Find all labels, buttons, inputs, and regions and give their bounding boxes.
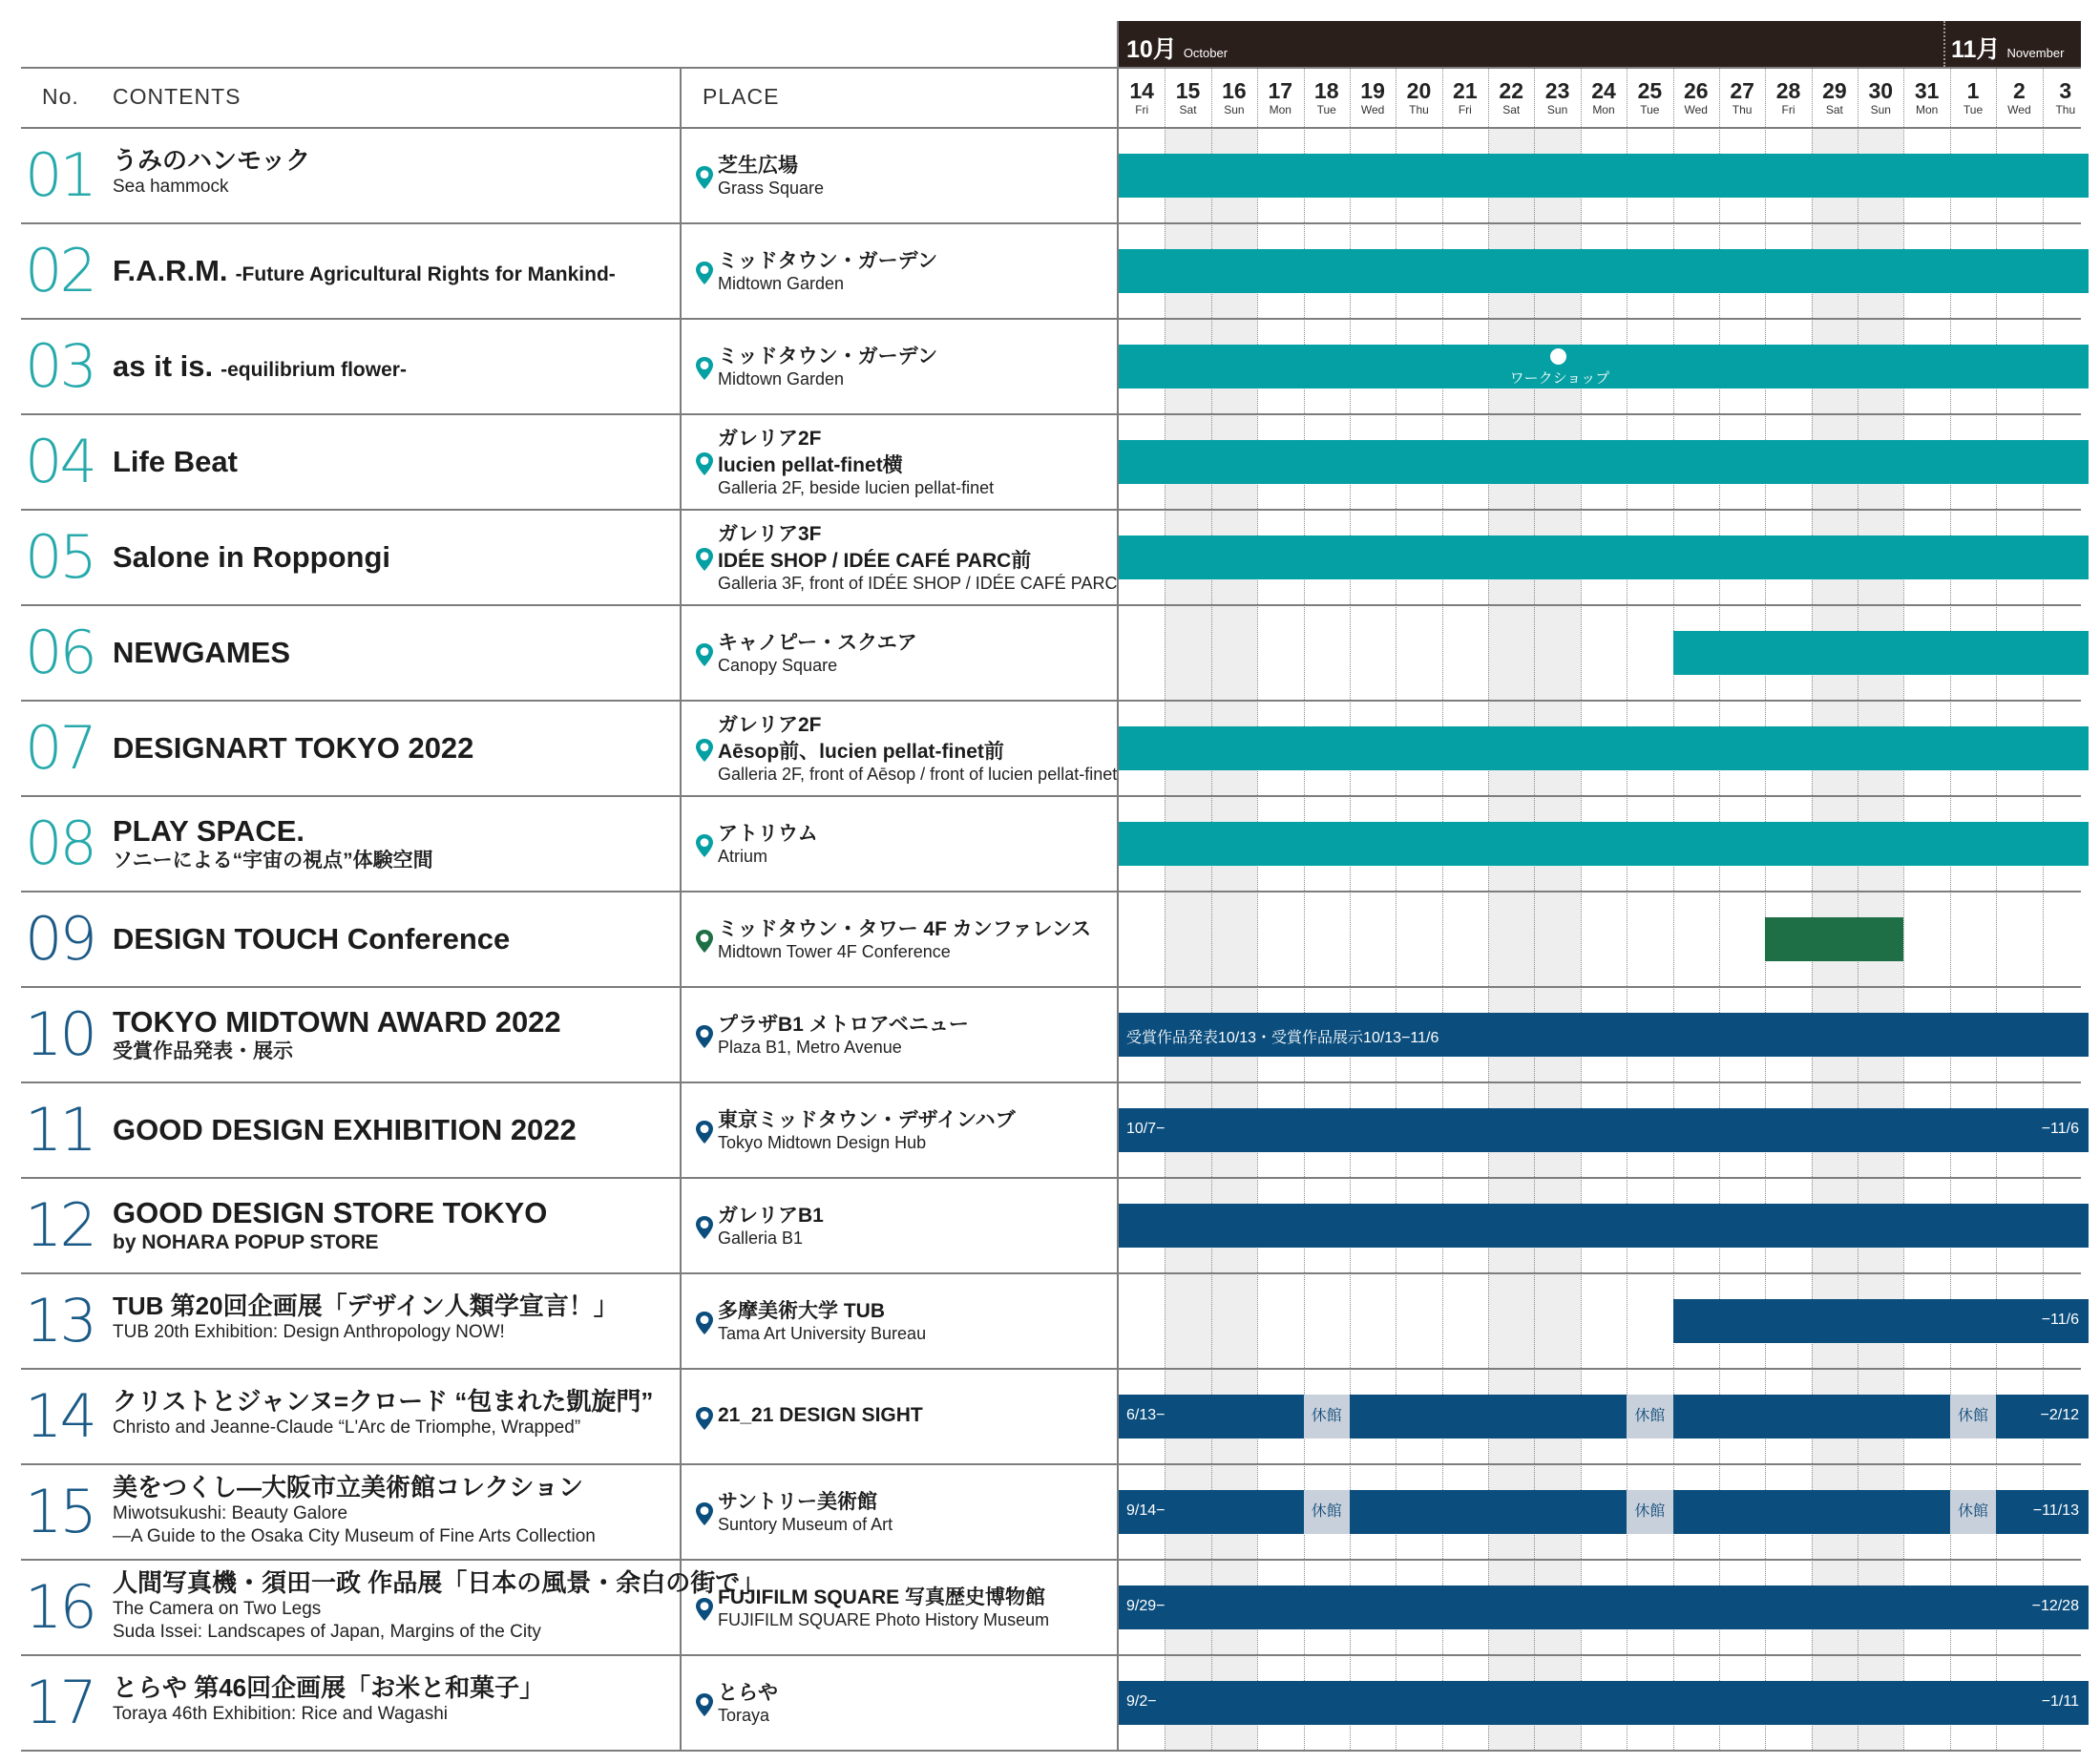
bar-start-label: 9/14− <box>1126 1502 1166 1519</box>
location-pin-icon <box>695 1120 714 1149</box>
event-title <box>113 539 391 574</box>
event-title <box>113 253 616 287</box>
header-bottom-rule <box>21 127 2081 129</box>
place-name: サントリー美術館 <box>718 1491 877 1513</box>
event-title-main: Life Beat <box>113 444 238 478</box>
workshop-dot <box>1550 348 1566 365</box>
event-subtitle: Christo and Jeanne-Claude “L'Arc de Triomphe, Wrapped” <box>113 1418 581 1438</box>
place-name-en: Galleria B1 <box>718 1228 804 1248</box>
place-name-en: Tokyo Midtown Design Hub <box>718 1133 927 1152</box>
event-title <box>113 1389 653 1414</box>
day-weekday: Thu <box>2055 103 2076 116</box>
day-number: 15 <box>1175 78 1201 103</box>
day-number: 25 <box>1637 78 1663 103</box>
event-title <box>113 1198 547 1228</box>
location-pin-icon <box>695 738 714 767</box>
location-pin-icon <box>695 547 714 577</box>
row-divider <box>21 222 2081 224</box>
place-name: 多摩美術大学 TUB <box>718 1300 885 1322</box>
day-weekday: Tue <box>1640 103 1660 116</box>
event-title-subtitle: -equilibrium flower- <box>220 358 407 381</box>
location-pin-icon <box>695 929 714 958</box>
event-title <box>113 1475 583 1500</box>
place-name: lucien pellat-finet横 <box>718 454 903 476</box>
event-title <box>113 148 310 173</box>
day-weekday: Fri <box>1781 103 1796 116</box>
row-divider <box>21 1750 2081 1752</box>
event-title-main: 人間写真機・須田一政 作品展「日本の風景・余白の街で」 <box>113 1568 766 1597</box>
place-name: ミッドタウン・ガーデン <box>718 250 938 272</box>
event-title-main: NEWGAMES <box>113 635 290 669</box>
row-divider <box>21 1463 2081 1465</box>
location-pin-icon <box>695 165 714 195</box>
row-number: 05 <box>25 522 94 592</box>
closed-day-marker: 休館 <box>1627 1490 1672 1534</box>
bar-end-label: −11/6 <box>2041 1121 2079 1137</box>
bar-start-label: 9/2− <box>1126 1693 1157 1710</box>
bar-start-label: 6/13− <box>1126 1407 1166 1423</box>
event-title-main: DESIGN TOUCH Conference <box>113 921 511 956</box>
day-number: 28 <box>1775 78 1801 103</box>
schedule-bar <box>1673 631 2089 675</box>
location-pin-icon <box>695 356 714 386</box>
place-name-en: Tama Art University Bureau <box>718 1324 927 1343</box>
row-number: 03 <box>25 331 94 401</box>
place-name: ガレリアB1 <box>718 1205 824 1227</box>
day-weekday: Wed <box>1360 103 1385 116</box>
header-place-label: PLACE <box>703 84 780 109</box>
place-name: ミッドタウン・タワー 4F カンファレンス <box>718 918 1092 940</box>
schedule-bar <box>1119 536 2089 579</box>
day-weekday: Mon <box>1915 103 1939 116</box>
row-divider <box>21 891 2081 892</box>
row-number: 04 <box>25 427 94 496</box>
month-separator <box>1943 21 1945 67</box>
event-title-subtitle: -Future Agricultural Rights for Mankind- <box>235 262 616 285</box>
day-number: 24 <box>1591 78 1616 103</box>
bar-end-label: −11/6 <box>2041 1312 2079 1328</box>
location-pin-icon <box>695 1311 714 1340</box>
day-number: 19 <box>1360 78 1385 103</box>
event-title <box>113 1112 577 1146</box>
row-number: 01 <box>25 140 94 210</box>
row-number: 02 <box>25 236 94 305</box>
event-title-main: GOOD DESIGN STORE TOKYO <box>113 1196 548 1229</box>
closed-day-marker: 休館 <box>1304 1490 1350 1534</box>
row-divider <box>21 700 2081 702</box>
day-weekday: Sat <box>1179 103 1197 116</box>
day-number: 22 <box>1499 78 1524 103</box>
location-pin-icon <box>695 1597 714 1627</box>
day-number: 3 <box>2059 78 2072 103</box>
bar-end-label: −2/12 <box>2040 1407 2079 1423</box>
place-name: ガレリア3F <box>718 523 822 545</box>
row-number: 10 <box>25 999 94 1069</box>
closed-day-marker: 休館 <box>1950 1490 1996 1534</box>
event-title <box>113 444 238 478</box>
day-weekday: Wed <box>1684 103 1708 116</box>
place-name: FUJIFILM SQUARE 写真歴史博物館 <box>718 1586 1046 1608</box>
row-divider <box>21 1654 2081 1656</box>
place-name: IDÉE SHOP / IDÉE CAFÉ PARC前 <box>718 550 1032 572</box>
event-subtitle: Sea hammock <box>113 177 229 197</box>
day-weekday: Sun <box>1870 103 1891 116</box>
row-divider <box>21 604 2081 606</box>
day-number: 20 <box>1406 78 1432 103</box>
day-number: 23 <box>1544 78 1570 103</box>
row-divider <box>21 318 2081 320</box>
day-weekday: Thu <box>1732 103 1753 116</box>
day-weekday: Mon <box>1269 103 1292 116</box>
location-pin-icon <box>695 642 714 672</box>
event-subtitle: —A Guide to the Osaka City Museum of Fine Arts Collection <box>113 1526 596 1546</box>
header-contents-label: CONTENTS <box>113 84 242 109</box>
day-weekday: Sat <box>1825 103 1843 116</box>
row-number: 16 <box>25 1572 94 1642</box>
month-november-sub: November <box>2006 46 2065 60</box>
event-subtitle: by NOHARA POPUP STORE <box>113 1231 379 1253</box>
place-name-en: Midtown Tower 4F Conference <box>718 942 951 961</box>
place-name-en: Galleria 2F, front of Aēsop / front of lucien pellat-finet <box>718 765 1118 784</box>
event-title <box>113 1675 544 1700</box>
day-number: 30 <box>1868 78 1894 103</box>
day-weekday: Sun <box>1224 103 1245 116</box>
closed-day-marker: 休館 <box>1304 1395 1350 1438</box>
event-title-main: as it is. <box>113 348 214 383</box>
row-divider <box>21 1368 2081 1370</box>
bar-end-label: −12/28 <box>2031 1598 2079 1614</box>
event-title <box>113 1293 619 1318</box>
schedule-bar <box>1119 726 2089 770</box>
schedule-bar <box>1119 154 2089 198</box>
place-name-en: Canopy Square <box>718 656 838 675</box>
row-number: 12 <box>25 1190 94 1260</box>
day-weekday: Wed <box>2007 103 2031 116</box>
row-number: 13 <box>25 1286 94 1355</box>
schedule-bar <box>1119 1586 2089 1629</box>
event-title-main: とらや 第46回企画展「お米と和菓子」 <box>113 1673 545 1702</box>
event-subtitle: Miwotsukushi: Beauty Galore <box>113 1503 348 1523</box>
event-title-main: TOKYO MIDTOWN AWARD 2022 <box>113 1005 561 1039</box>
place-name-en: Plaza B1, Metro Avenue <box>718 1038 902 1057</box>
event-subtitle: The Camera on Two Legs <box>113 1599 322 1619</box>
row-divider <box>21 413 2081 415</box>
event-subtitle: 受賞作品発表・展示 <box>113 1040 293 1062</box>
row-number: 17 <box>25 1668 94 1737</box>
place-name-en: Atrium <box>718 847 768 866</box>
event-title <box>113 1570 765 1595</box>
day-weekday: Fri <box>1135 103 1149 116</box>
day-weekday: Fri <box>1458 103 1472 116</box>
event-title <box>113 348 407 383</box>
row-number: 07 <box>25 713 94 783</box>
day-number: 2 <box>2013 78 2026 103</box>
month-november <box>1951 31 2064 65</box>
event-title-main: DESIGNART TOKYO 2022 <box>113 730 474 765</box>
day-number: 16 <box>1222 78 1247 103</box>
month-october <box>1126 31 1228 65</box>
event-title <box>113 816 304 846</box>
place-name: 21_21 DESIGN SIGHT <box>718 1404 923 1426</box>
row-divider <box>21 1082 2081 1083</box>
day-number: 31 <box>1914 78 1940 103</box>
event-title-main: PLAY SPACE. <box>113 814 305 848</box>
day-number: 18 <box>1313 78 1339 103</box>
day-number: 1 <box>1966 78 1980 103</box>
place-name: とらや <box>718 1682 778 1704</box>
row-divider <box>21 1559 2081 1561</box>
header-top-rule <box>21 67 2081 69</box>
day-weekday: Tue <box>1963 103 1984 116</box>
day-number: 26 <box>1683 78 1709 103</box>
place-name: プラザB1 メトロアベニュー <box>718 1014 969 1036</box>
day-number: 17 <box>1268 78 1293 103</box>
row-number: 11 <box>25 1095 94 1165</box>
schedule-bar <box>1119 1395 2089 1438</box>
place-name: アトリウム <box>718 823 818 845</box>
day-weekday: Mon <box>1592 103 1615 116</box>
event-title <box>113 921 511 956</box>
day-weekday: Tue <box>1316 103 1336 116</box>
event-subtitle: TUB 20th Exhibition: Design Anthropology NOW! <box>113 1322 505 1342</box>
day-weekday: Sun <box>1546 103 1568 116</box>
header-no-label: No. <box>42 84 79 109</box>
event-title-main: 美をつくし—大阪市立美術館コレクション <box>113 1473 583 1502</box>
row-number: 06 <box>25 618 94 687</box>
row-divider <box>21 1177 2081 1179</box>
closed-day-marker: 休館 <box>1627 1395 1672 1438</box>
schedule-bar <box>1765 917 1903 961</box>
place-name-en: Grass Square <box>718 178 825 198</box>
location-pin-icon <box>695 452 714 481</box>
day-weekday: Sat <box>1502 103 1521 116</box>
place-name: ガレリア2F <box>718 428 822 450</box>
schedule-bar <box>1119 249 2089 293</box>
place-name: キャノピー・スクエア <box>718 632 917 654</box>
schedule-bar <box>1119 1681 2089 1725</box>
location-pin-icon <box>695 833 714 863</box>
location-pin-icon <box>695 1502 714 1531</box>
location-pin-icon <box>695 261 714 290</box>
place-name-en: Galleria 2F, beside lucien pellat-finet <box>718 478 995 497</box>
place-name: 芝生広場 <box>718 155 798 177</box>
place-name-en: FUJIFILM SQUARE Photo History Museum <box>718 1610 1050 1629</box>
row-divider <box>21 795 2081 797</box>
day-number: 21 <box>1453 78 1478 103</box>
place-column-rule <box>680 67 682 1752</box>
location-pin-icon <box>695 1024 714 1054</box>
month-october-label: 10月 <box>1126 36 1177 63</box>
bar-start-label: 受賞作品発表10/13・受賞作品展示10/13−11/6 <box>1126 1030 1439 1046</box>
row-number: 09 <box>25 904 94 974</box>
location-pin-icon <box>695 1692 714 1722</box>
schedule-bar <box>1119 1490 2089 1534</box>
row-divider <box>21 1272 2081 1274</box>
location-pin-icon <box>695 1406 714 1436</box>
event-subtitle: Suda Issei: Landscapes of Japan, Margins of the City <box>113 1622 541 1642</box>
row-number: 14 <box>25 1381 94 1451</box>
month-october-sub: October <box>1183 46 1228 60</box>
bar-end-label: −11/13 <box>2032 1502 2079 1519</box>
row-number: 15 <box>25 1477 94 1546</box>
schedule-bar <box>1119 1204 2089 1248</box>
place-name: ミッドタウン・ガーデン <box>718 346 938 368</box>
schedule-bar <box>1119 440 2089 484</box>
event-title <box>113 1007 561 1037</box>
place-name: Aēsop前、lucien pellat-finet前 <box>718 741 1004 763</box>
schedule-bar <box>1119 822 2089 866</box>
event-title-main: Salone in Roppongi <box>113 539 391 574</box>
event-title-main: クリストとジャンヌ=クロード “包まれた凱旋門” <box>113 1387 654 1416</box>
event-subtitle: Toraya 46th Exhibition: Rice and Wagashi <box>113 1704 448 1724</box>
bar-start-label: 10/7− <box>1126 1121 1166 1137</box>
place-name: ガレリア2F <box>718 714 822 736</box>
day-number: 29 <box>1822 78 1847 103</box>
place-name-en: Midtown Garden <box>718 369 845 388</box>
month-bar <box>1117 21 2081 67</box>
schedule-bar <box>1673 1299 2089 1343</box>
location-pin-icon <box>695 1215 714 1245</box>
month-november-label: 11月 <box>1951 36 2001 63</box>
event-title <box>113 730 474 765</box>
event-subtitle: ソニーによる“宇宙の視点”体験空間 <box>113 850 433 872</box>
place-name-en: Toraya <box>718 1706 770 1725</box>
event-title-main: TUB 第20回企画展「デザイン人類学宣言！」 <box>113 1292 619 1320</box>
schedule-bar <box>1119 1108 2089 1152</box>
day-number: 14 <box>1129 78 1154 103</box>
place-name-en: Suntory Museum of Art <box>718 1515 893 1534</box>
event-title-main: GOOD DESIGN EXHIBITION 2022 <box>113 1112 577 1146</box>
bar-end-label: −1/11 <box>2041 1693 2079 1710</box>
event-title <box>113 635 290 669</box>
closed-day-marker: 休館 <box>1950 1395 1996 1438</box>
row-divider <box>21 986 2081 988</box>
event-title-main: うみのハンモック <box>113 146 311 175</box>
bar-start-label: 9/29− <box>1126 1598 1166 1614</box>
event-title-main: F.A.R.M. <box>113 253 228 287</box>
day-number: 27 <box>1730 78 1754 103</box>
day-weekday: Thu <box>1409 103 1429 116</box>
workshop-label: ワークショップ <box>1509 370 1610 387</box>
place-name-en: Midtown Garden <box>718 274 845 293</box>
place-name: 東京ミッドタウン・デザインハブ <box>718 1109 1016 1131</box>
place-name-en: Galleria 3F, front of IDÉE SHOP / IDÉE CAFÉ PARC <box>718 574 1118 593</box>
row-number: 08 <box>25 808 94 878</box>
row-divider <box>21 509 2081 511</box>
